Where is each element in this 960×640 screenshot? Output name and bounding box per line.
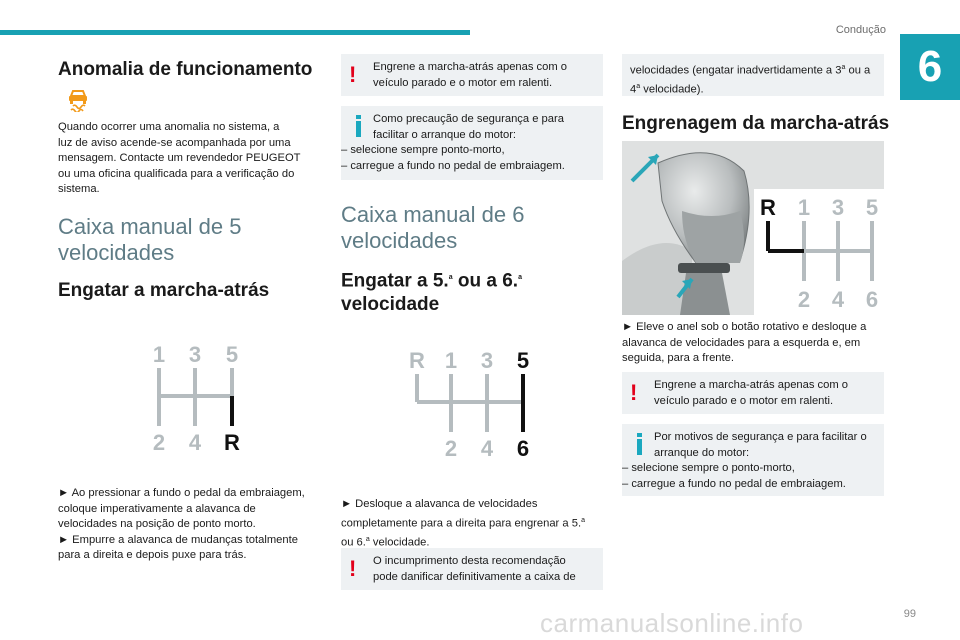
- gear-label: 5: [516, 348, 530, 373]
- continuation-text: [630, 60, 880, 98]
- engage56-steps: [341, 497, 603, 551]
- superscript: a: [636, 83, 641, 91]
- text-line: ou uma oficina qualificada para a verificação do: [58, 167, 295, 180]
- chapter-number: 6: [917, 42, 943, 91]
- gear-label: 5: [225, 342, 239, 367]
- gear-label: 2: [797, 287, 811, 312]
- text-part: velocidade).: [640, 83, 704, 96]
- gear-label: 6: [865, 287, 879, 312]
- reverse6-title: Engrenagem da marcha-atrás: [622, 113, 890, 134]
- gear-label: 1: [152, 342, 166, 367]
- text-line: velocidades na posição de ponto morto.: [58, 518, 256, 530]
- text-line: pode danificar definitivamente a caixa de: [373, 570, 576, 583]
- superscript: a: [365, 535, 370, 543]
- superscript: a: [518, 274, 522, 281]
- warning-box: [622, 372, 884, 414]
- text-part: velocidade.: [369, 536, 430, 549]
- info-list: [341, 143, 599, 174]
- gear-pattern-6-speed: [403, 346, 543, 466]
- reverse6-steps: [622, 320, 888, 367]
- warning-box: [341, 54, 603, 96]
- text-line: ► Ao pressionar a fundo o pedal da embraiagem,: [58, 487, 305, 499]
- list-item: – carregue a fundo no pedal de embraiagem.: [622, 477, 846, 490]
- text-line: facilitar o arranque do motor:: [373, 128, 517, 141]
- gear-pattern-panel: [754, 189, 884, 315]
- info-icon: [356, 115, 361, 137]
- superscript: a: [581, 516, 585, 524]
- text-part: ou a: [845, 64, 871, 77]
- warning-light-icon: [66, 86, 90, 112]
- gear-label: 4: [188, 430, 202, 455]
- text-line: ► Desloque a alavanca de velocidades: [341, 498, 538, 510]
- info-box: [622, 424, 884, 496]
- gear-pattern-5-speed: [140, 338, 250, 458]
- superscript: a: [841, 64, 846, 71]
- gear-label: 4: [480, 436, 494, 461]
- text-line: para a direita e depois puxe para trás.: [58, 549, 247, 561]
- reverse-steps: [58, 486, 328, 564]
- title-line: velocidades: [341, 228, 458, 253]
- gear-label-reverse: R: [224, 430, 240, 455]
- list-item: – carregue a fundo no pedal de embraiagem.: [341, 159, 565, 172]
- gear-label: 5: [865, 195, 879, 220]
- gear-label: 1: [444, 348, 458, 373]
- page-number: 99: [903, 608, 916, 620]
- warning-text: [654, 378, 880, 409]
- warning-box: [341, 548, 603, 590]
- warning-exclamation-icon: !: [349, 62, 357, 87]
- title-part: Engatar a 5.: [341, 270, 449, 292]
- anomaly-title: Anomalia de funcionamento: [58, 59, 313, 80]
- continuation-box: [622, 54, 884, 96]
- info-icon: [637, 433, 642, 455]
- warning-exclamation-icon: !: [630, 380, 638, 405]
- info-text: [654, 430, 882, 461]
- text-part: ou 6.: [341, 536, 366, 549]
- text-line: veículo parado e o motor em ralenti.: [373, 76, 553, 89]
- list-item: – selecione sempre o ponto-morto,: [622, 462, 795, 474]
- text-line: Por motivos de segurança e para facilitar o: [654, 431, 867, 443]
- info-box: [341, 106, 603, 180]
- title-part: ou a 6.: [452, 270, 519, 292]
- gear-label: 2: [444, 436, 458, 461]
- gearbox5-title: [58, 214, 241, 266]
- text-part: completamente para a direita para engrenar a 5.: [341, 517, 582, 530]
- warning-text: [373, 60, 599, 91]
- gear-label: 1: [797, 195, 811, 220]
- text-line: Quando ocorrer uma anomalia no sistema, a: [58, 121, 280, 133]
- text-line: arranque do motor:: [654, 446, 750, 459]
- info-list: [622, 461, 880, 492]
- gear-label-reverse: R: [760, 195, 776, 220]
- engage56-title: [341, 266, 522, 317]
- text-line: Engrene a marcha-atrás apenas com o: [373, 61, 568, 73]
- text-line: alavanca de velocidades para a esquerda e, em: [622, 336, 861, 349]
- text-line: O incumprimento desta recomendação: [373, 555, 566, 567]
- text-line: Engrene a marcha-atrás apenas com o: [654, 379, 849, 391]
- gear-label: R: [409, 348, 425, 373]
- superscript: a: [448, 274, 453, 281]
- warning-exclamation-icon: !: [349, 556, 357, 581]
- text-line: mensagem. Contacte um revendedor PEUGEOT: [58, 152, 301, 164]
- gear-label: 3: [188, 342, 202, 367]
- watermark: carmanualsonline.info: [540, 608, 804, 638]
- text-line: veículo parado e o motor em ralenti.: [654, 394, 834, 407]
- text-line: Como precaução de segurança e para: [373, 113, 564, 125]
- reverse-title: Engatar a marcha-atrás: [58, 280, 270, 301]
- info-text: [373, 112, 599, 143]
- gear-label: 6: [516, 436, 530, 461]
- gear-pattern-reverse: [754, 189, 884, 315]
- title-line: velocidade: [341, 294, 440, 316]
- text-line: ► Empurre a alavanca de mudanças totalmente: [58, 533, 298, 546]
- warning-text: [373, 554, 599, 585]
- gear-label: 2: [152, 430, 166, 455]
- text-line: ► Eleve o anel sob o botão rotativo e desloque a: [622, 321, 867, 333]
- title-line: Caixa manual de 6: [341, 202, 525, 227]
- title-line: Caixa manual de 5: [58, 214, 242, 239]
- gear-label: 3: [831, 195, 845, 220]
- gear-knob-illustration: [622, 141, 884, 315]
- anomaly-text: [58, 120, 328, 198]
- text-part: velocidades (engatar inadvertidamente a 3: [630, 64, 842, 77]
- text-line: seguida, para a frente.: [622, 352, 734, 364]
- header-accent-bar: [0, 30, 470, 35]
- list-item: – selecione sempre ponto-morto,: [341, 144, 505, 156]
- text-line: sistema.: [58, 183, 100, 195]
- gearbox6-title: [341, 202, 524, 254]
- gear-label: 4: [831, 287, 845, 312]
- text-line: luz de aviso acende-se acompanhada por uma: [58, 136, 291, 149]
- section-label: Condução: [835, 24, 886, 36]
- gear-label: 3: [480, 348, 494, 373]
- text-part: 4: [630, 83, 637, 96]
- text-line: coloque imperativamente a alavanca de: [58, 502, 256, 515]
- title-line: velocidades: [58, 240, 175, 265]
